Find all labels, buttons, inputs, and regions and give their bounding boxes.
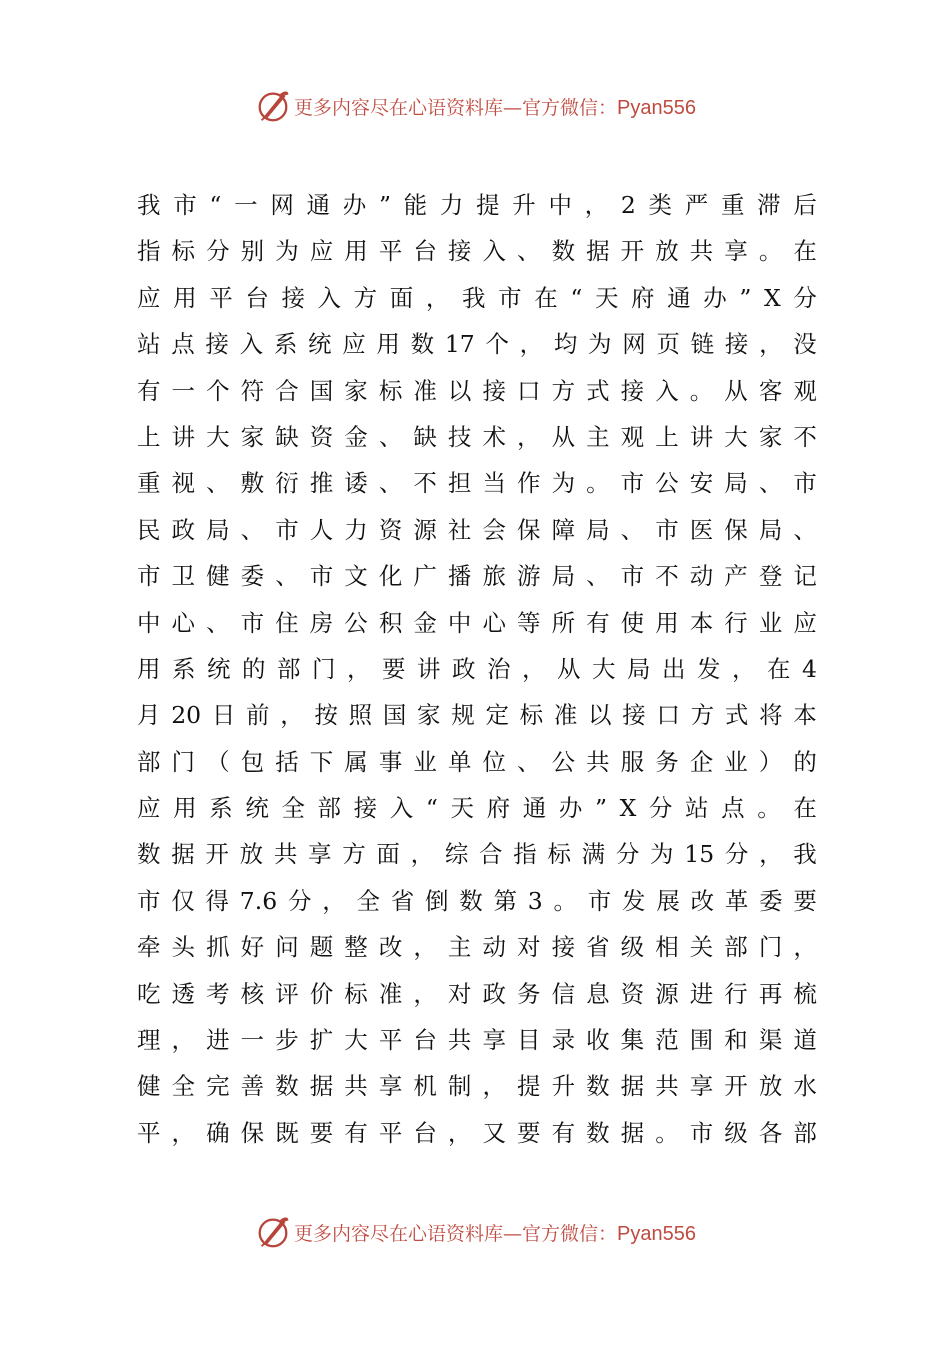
body-line: 有 一 个 符 合 国 家 标 准 以 接 口 方 式 接 入 。 从 客 观 (137, 376, 817, 405)
body-line: 应 用 平 台 接 入 方 面 ， 我 市 在 “ 天 府 通 办 ” X 分 (137, 283, 817, 312)
body-line: 中 心 、 市 住 房 公 积 金 中 心 等 所 有 使 用 本 行 业 应 (137, 608, 817, 637)
body-line: 吃 透 考 核 评 价 标 准 ， 对 政 务 信 息 资 源 进 行 再 梳 (137, 979, 817, 1008)
watermark-header (0, 82, 950, 130)
body-line: 牵 头 抓 好 问 题 整 改 ， 主 动 对 接 省 级 相 关 部 门 ， (137, 933, 817, 962)
body-line: 理 ， 进 一 步 扩 大 平 台 共 享 目 录 收 集 范 围 和 渠 道 (137, 1026, 817, 1055)
wechat-id: Pyan556 (617, 1222, 696, 1245)
quill-pen-logo-icon (254, 87, 292, 125)
body-line: 市 仅 得 7.6 分 ， 全 省 倒 数 第 3 。 市 发 展 改 革 委 要 (137, 886, 817, 915)
wechat-id: Pyan556 (617, 96, 696, 119)
body-line: 上 讲 大 家 缺 资 金 、 缺 技 术 ， 从 主 观 上 讲 大 家 不 (137, 422, 817, 451)
body-line: 站 点 接 入 系 统 应 用 数 17 个 ， 均 为 网 页 链 接 ， 没 (137, 330, 817, 359)
watermark-text: 更多内容尽在心语资料库—官方微信：Pyan556 (294, 1222, 696, 1245)
body-line: 我 市 “ 一 网 通 办 ” 能 力 提 升 中 ， 2 类 严 重 滞 后 (137, 191, 817, 219)
body-line: 平 ， 确 保 既 要 有 平 台 ， 又 要 有 数 据 。 市 级 各 部 (137, 1118, 817, 1147)
body-line: 用 系 统 的 部 门 ， 要 讲 政 治 ， 从 大 局 出 发 ， 在 4 (137, 654, 817, 683)
body-line: 数 据 开 放 共 享 方 面 ， 综 合 指 标 满 分 为 15 分 ， 我 (137, 840, 817, 869)
body-line: 月 20 日 前 ， 按 照 国 家 规 定 标 准 以 接 口 方 式 将 本 (137, 701, 817, 730)
watermark-footer (0, 1208, 950, 1256)
body-line: 重 视 、 敷 衍 推 诿 、 不 担 当 作 为 。 市 公 安 局 、 市 (137, 469, 817, 498)
document-body (137, 182, 817, 1156)
watermark-text: 更多内容尽在心语资料库—官方微信：Pyan556 (294, 96, 696, 119)
quill-pen-logo-icon (254, 1213, 292, 1251)
body-line: 应 用 系 统 全 部 接 入 “ 天 府 通 办 ” X 分 站 点 。 在 (137, 794, 817, 823)
body-line: 健 全 完 善 数 据 共 享 机 制 ， 提 升 数 据 共 享 开 放 水 (137, 1072, 817, 1101)
body-line: 指 标 分 别 为 应 用 平 台 接 入 、 数 据 开 放 共 享 。 在 (137, 237, 817, 266)
watermark-header-content (254, 87, 696, 125)
body-line: 民 政 局 、 市 人 力 资 源 社 会 保 障 局 、 市 医 保 局 、 (137, 515, 817, 544)
body-line: 部 门 （ 包 括 下 属 事 业 单 位 、 公 共 服 务 企 业 ） 的 (137, 747, 817, 776)
body-line: 市 卫 健 委 、 市 文 化 广 播 旅 游 局 、 市 不 动 产 登 记 (137, 562, 817, 591)
watermark-footer-content (254, 1213, 696, 1251)
